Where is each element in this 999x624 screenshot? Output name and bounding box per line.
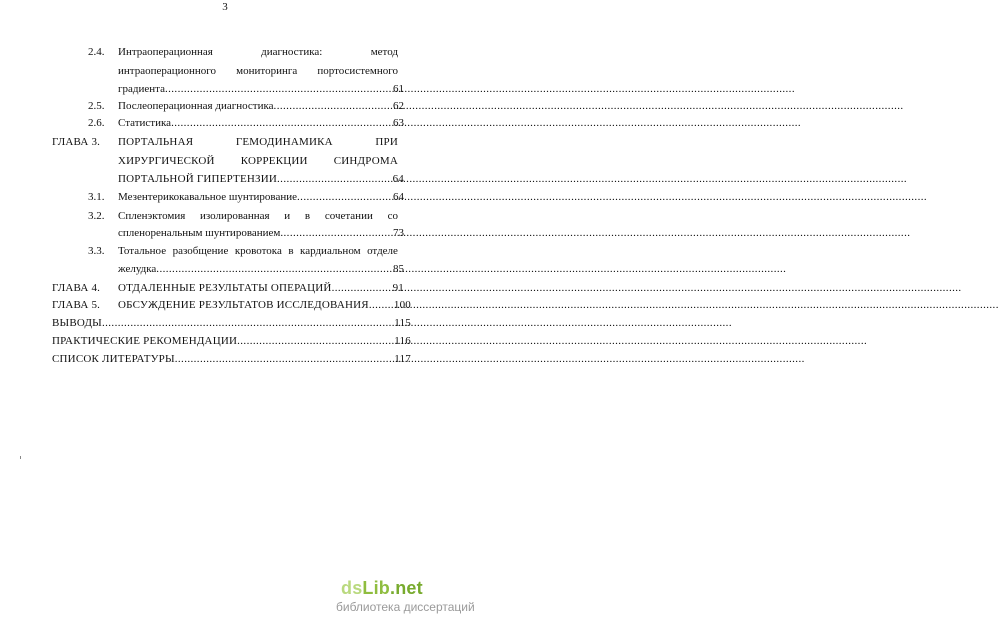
toc-page: 64 bbox=[393, 191, 404, 203]
leader-dots bbox=[156, 262, 393, 276]
toc-page: 62 bbox=[393, 100, 404, 112]
toc-line-justified bbox=[118, 209, 398, 223]
toc-title: градиента bbox=[118, 83, 165, 95]
word: Интраоперационная bbox=[118, 46, 213, 58]
word: сочетании bbox=[324, 210, 373, 222]
toc-number: 2.5. bbox=[88, 100, 105, 112]
toc-line-with-leader bbox=[52, 334, 411, 348]
watermark-subtitle: библиотека диссертаций bbox=[336, 600, 475, 614]
watermark-part: Lib bbox=[362, 578, 390, 598]
word: СИНДРОМА bbox=[333, 155, 398, 167]
word: ПОРТАЛЬНАЯ bbox=[118, 136, 194, 148]
leader-dots bbox=[280, 226, 393, 240]
toc-number: 3.2. bbox=[88, 210, 105, 222]
word: интраоперационного bbox=[118, 65, 217, 77]
word: Тотальное bbox=[118, 245, 167, 257]
word: ХИРУРГИЧЕСКОЙ bbox=[118, 155, 215, 167]
toc-number: 3.3. bbox=[88, 245, 105, 257]
toc-title: ОБСУЖДЕНИЕ РЕЗУЛЬТАТОВ ИССЛЕДОВАНИЯ bbox=[118, 299, 369, 311]
toc-title: ПРАКТИЧЕСКИЕ РЕКОМЕНДАЦИИ bbox=[52, 335, 238, 347]
word: диагностика: bbox=[261, 46, 323, 58]
toc-page: 73 bbox=[393, 227, 404, 239]
word: портосистемного bbox=[317, 65, 398, 77]
toc-line-with-leader bbox=[52, 316, 411, 330]
word: в bbox=[304, 210, 311, 222]
toc-title: ОТДАЛЕННЫЕ РЕЗУЛЬТАТЫ ОПЕРАЦИЙ bbox=[118, 282, 332, 294]
word: изолированная bbox=[200, 210, 270, 222]
toc-number: 2.6. bbox=[88, 117, 105, 129]
toc-title: Статистика bbox=[118, 117, 172, 129]
leader-dots bbox=[369, 298, 394, 312]
toc-title: ВЫВОДЫ bbox=[52, 317, 102, 329]
word: Спленэктомия bbox=[118, 210, 186, 222]
watermark-logo bbox=[341, 578, 423, 598]
toc-title: Послеоперационная диагностика bbox=[118, 100, 274, 112]
word: ГЕМОДИНАМИКА bbox=[235, 136, 333, 148]
toc-page: 117 bbox=[394, 353, 411, 365]
toc-line-with-leader bbox=[118, 82, 404, 96]
leader-dots bbox=[175, 352, 395, 366]
toc-page: 63 bbox=[393, 117, 404, 129]
toc-page: 115 bbox=[394, 317, 411, 329]
toc-page: 100 bbox=[393, 299, 411, 311]
word: и bbox=[284, 210, 291, 222]
leader-dots bbox=[165, 82, 393, 96]
toc-line-with-leader bbox=[118, 190, 404, 204]
leader-dots bbox=[171, 116, 393, 130]
toc-line-with-leader bbox=[118, 116, 404, 130]
toc-page: 85 bbox=[393, 263, 404, 275]
leader-dots bbox=[102, 316, 394, 330]
toc-title: СПИСОК ЛИТЕРАТУРЫ bbox=[52, 353, 175, 365]
toc-number: ГЛАВА 5. bbox=[52, 299, 101, 311]
toc-line-with-leader bbox=[118, 172, 404, 186]
word: мониторинга bbox=[236, 65, 298, 77]
page-number: 3 bbox=[222, 1, 228, 13]
scan-mark bbox=[20, 456, 21, 459]
toc-page: 61 bbox=[393, 83, 404, 95]
toc-title: Мезентерикокавальное шунтирование bbox=[118, 191, 298, 203]
word: со bbox=[387, 210, 398, 222]
toc-number: ГЛАВА 3. bbox=[52, 136, 101, 148]
word: метод bbox=[370, 46, 398, 58]
toc-line-justified bbox=[118, 154, 398, 168]
toc-line-with-leader bbox=[118, 298, 411, 312]
toc-line-with-leader bbox=[118, 281, 404, 295]
watermark-part: .net bbox=[390, 578, 423, 598]
toc-title: желудка bbox=[118, 263, 157, 275]
toc-page: 116 bbox=[394, 335, 411, 347]
word: разобщение bbox=[172, 245, 229, 257]
word: отделе bbox=[367, 245, 398, 257]
dslib-watermark[interactable] bbox=[336, 578, 475, 614]
toc-line-with-leader bbox=[118, 262, 404, 276]
toc-line-justified bbox=[118, 244, 398, 258]
word: кардиальном bbox=[300, 245, 361, 257]
toc-line-with-leader bbox=[118, 99, 404, 113]
toc-page: 91 bbox=[392, 282, 404, 294]
word: в bbox=[288, 245, 294, 257]
leader-dots bbox=[277, 172, 393, 186]
word: КОРРЕКЦИИ bbox=[240, 155, 308, 167]
watermark-part: ds bbox=[341, 578, 363, 598]
toc-title: спленоренальным шунтированием bbox=[118, 227, 281, 239]
toc-number: 2.4. bbox=[88, 46, 105, 58]
leader-dots bbox=[237, 334, 394, 348]
toc-line-justified bbox=[118, 64, 398, 78]
word: кровотока bbox=[234, 245, 282, 257]
leader-dots bbox=[297, 190, 393, 204]
toc-line-with-leader bbox=[118, 226, 404, 240]
leader-dots bbox=[332, 281, 393, 295]
word: ПРИ bbox=[375, 136, 398, 148]
leader-dots bbox=[274, 99, 393, 113]
toc-line-with-leader bbox=[52, 352, 411, 366]
toc-line-justified bbox=[118, 45, 398, 59]
toc-line-justified bbox=[118, 135, 398, 149]
toc-page: 64 bbox=[392, 173, 404, 185]
toc-title: ПОРТАЛЬНОЙ ГИПЕРТЕНЗИИ bbox=[118, 173, 278, 185]
toc-number: 3.1. bbox=[88, 191, 105, 203]
toc-number: ГЛАВА 4. bbox=[52, 282, 101, 294]
